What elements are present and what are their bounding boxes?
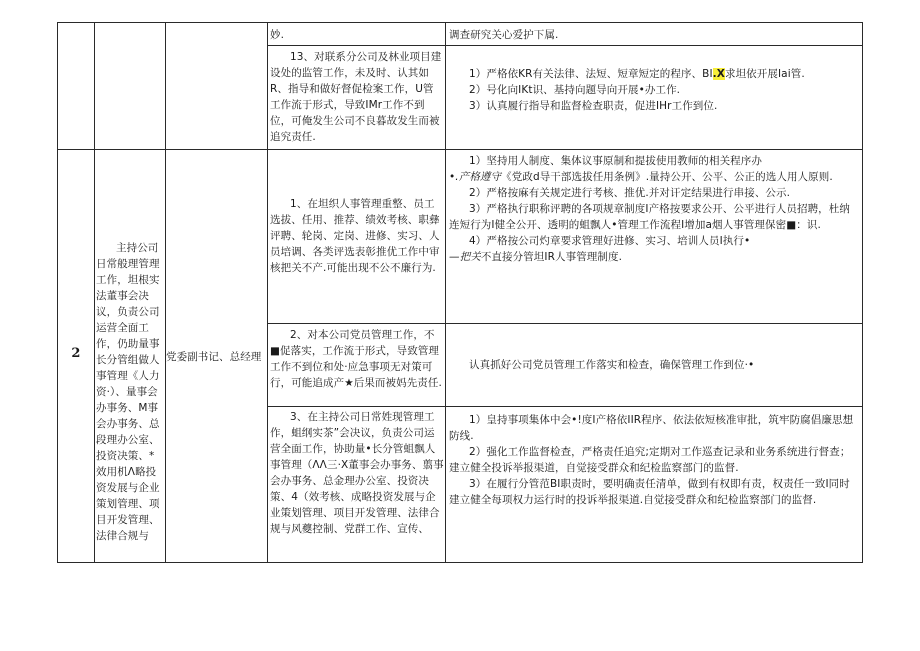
measure-text: 调查研究关心爱护下属.: [449, 29, 559, 41]
risk-cell-13: [270, 49, 444, 149]
measure-item: 认真抓好公司党员管理工作落实和检查，确保管理工作到位·•: [469, 359, 755, 371]
col-divider: [267, 22, 268, 563]
measure-cell-top: [449, 27, 859, 44]
duties-cell: [96, 240, 164, 560]
table-border-bottom: [57, 562, 863, 563]
risk-text: 1、在坦织人事管理重整、员工选拔、任用、推荐、绩效考核、职彝评聘、轮岗、定岗、进修、实习、人员培调、各类评选表彰推优工作中审核把关不产.可能出现不公不廉行为.: [270, 198, 440, 274]
table-border-right: [862, 22, 863, 563]
col-divider: [57, 22, 58, 563]
measure-item: 1）皇持事项集体中会•!度I产格依IIR程序、依法依短核准审批，筑牢防腐倡廉思想防线.: [449, 414, 854, 442]
table-border-top: [57, 22, 863, 23]
col-divider: [94, 22, 95, 563]
measure-cell-2: [449, 357, 859, 375]
row-divider: [268, 406, 863, 407]
measure-item: 1）坚持用人制度、集体议事原制和提拔使用教师的相关程序办: [469, 155, 762, 167]
position-text: 党委副书记、总经理: [166, 351, 262, 363]
measure-item: 3）在履行分管范BI职责时，要明确责任清单，做到有权即有责，权责任一致I同时建立健全每项权力运行时的投诉举报渠道.自觉接受群众和纪检监察部门的监督.: [449, 478, 850, 506]
measure-item: 3）认真履行指导和监督检查职责，促进IHr工作到位.: [469, 100, 718, 112]
row-divider: [57, 149, 863, 150]
col-divider: [165, 22, 166, 563]
risk-cell-2: [270, 327, 444, 405]
risk-cell-3: [270, 409, 444, 559]
row-divider: [268, 323, 863, 324]
risk-cell-top: [270, 27, 442, 44]
measure-item: 1）严格依KR有关法律、法短、短章短定的程序、BI.X求坦依开展Iai管.: [469, 68, 805, 80]
measure-item: —把关不直接分管坦IR人事管理制度.: [449, 251, 623, 263]
risk-text: 13、对联系分公司及林业项目建设处的监管工作，未及时、认其如R、指导和做好督促检案工作，U管工作流于形式，导致IMr工作不到位，可俺发生公司不良暮故发生而被追究责任.: [270, 51, 442, 143]
measure-cell-3: [449, 412, 859, 560]
risk-text: 2、对本公司党员管理工作，不■促落实，工作流于形式，导致管理工作不到位和处·应急事项无对策可行，可能追成产★后果而被妈先责任.: [270, 329, 442, 389]
risk-text: 妙.: [270, 29, 285, 41]
position-cell: [166, 349, 267, 367]
measure-item: 4）严格按公司灼章要求管理好进修、实习、培训人员I执行•: [469, 235, 751, 247]
row-index: 2: [71, 346, 81, 361]
risk-text: 3、在主持公司日常姓现管理工作，蛆纲实茶”会决议，负责公司运营全面工作，协助量•长分管蛆飘人事管理（ΛΛ三·X董事会办事务、翦事会办事务、总金理办公室、投资决策、4（效考核、成略投资发展与企业策划管理、项目开发管理、法律合规与风夔控制、党群工作、宣传、: [270, 411, 444, 535]
measure-item: •.产格遵守《党政d导干部选拔任用条例》.量持公开、公平、公正的选人用人原则.: [449, 171, 833, 183]
duties-text: 主持公司日常般理管理工作，坦根实法董事会决议，负责公司运营全面工作，仍助量事长分管组做人事管理《人力资·）、量事会办事务、M事会办事务、总段理办公室、投资决策、*效用机Λ略投资发展与企业策划管理、项目开发管理、法律合规与: [96, 242, 160, 542]
measure-item: 3）严格执行职称评聘的各项规章制度I产格按要求公开、公平进行人员招聘，杜纳连短行为I健全公开、透明的蛆飘人•管理工作流程I增加a烟人事管理保密■：识.: [449, 203, 850, 231]
measure-cell-1: [449, 153, 859, 321]
risk-cell-1: [270, 196, 444, 308]
col-divider: [445, 22, 446, 563]
measure-item: 2）强化工作监督检查，严格责任追究;定期对工作巡查记录和业务系统进行督查；建立健全投诉举报渠道，自觉接受群众和纪检监察部门的监督.: [449, 446, 851, 474]
measure-cell-13: [449, 66, 859, 146]
measure-item: 2）严格按麻有关规定进行考核、推优.并对讦定结果进行串接、公示.: [469, 187, 791, 199]
row-divider: [268, 45, 863, 46]
measure-item: 2）号化向IKt识、基持向题导向开展•办工作.: [469, 84, 681, 96]
